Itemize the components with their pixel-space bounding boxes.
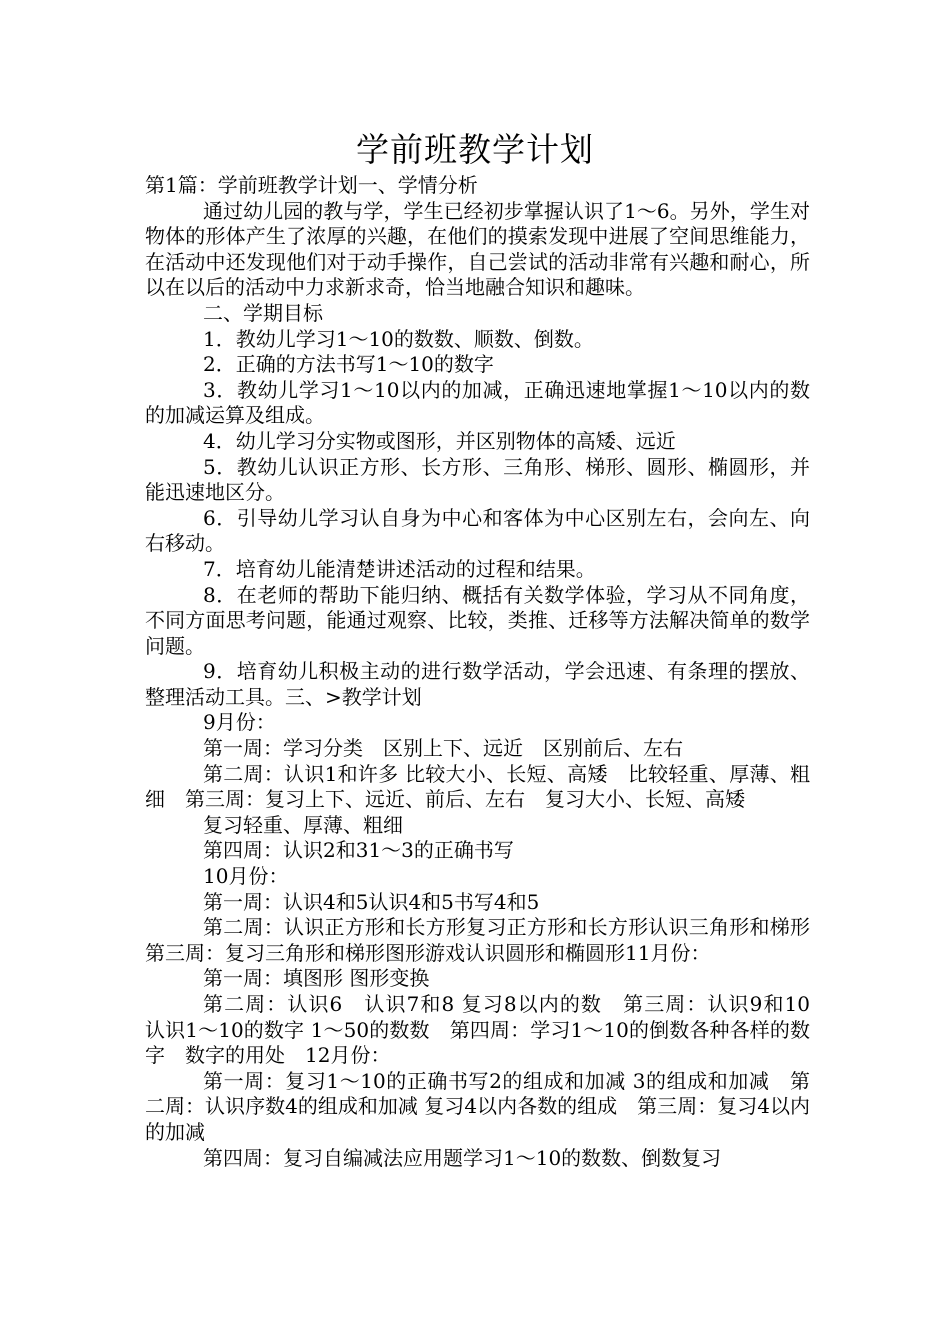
paragraph: 9月份：: [203, 710, 276, 735]
paragraph: 7．培育幼儿能清楚讲述活动的过程和结果。: [203, 556, 596, 581]
paragraph: 第一周：填图形 图形变换: [203, 966, 430, 991]
paragraph: 通过幼儿园的教与学，学生已经初步掌握认识了1～6。另外，学生对物体的形体产生了浓厚的兴趣，在他们的摸索发现中进展了空间思维能力，在活动中还发现他们对于动手操作，自己尝试的活动非常有兴趣和耐心，所以在以后的活动中力求新求奇，恰当地融合知识和趣味。: [145, 198, 810, 300]
paragraph: 第一周：学习分类 区别上下、远近 区别前后、左右: [203, 736, 683, 761]
paragraph: 8．在老师的帮助下能归纳、概括有关数学体验，学习从不同角度，不同方面思考问题，能通过观察、比较，类推、迁移等方法解决简单的数学问题。: [145, 582, 810, 658]
paragraph: 9．培育幼儿积极主动的进行数学活动，学会迅速、有条理的摆放、整理活动工具。三、>教学计划: [145, 659, 810, 709]
paragraph: 5．教幼儿认识正方形、长方形、三角形、梯形、圆形、椭圆形，并能迅速地区分。: [145, 454, 810, 505]
paragraph: 第1篇：学前班教学计划一、学情分析: [145, 173, 478, 197]
paragraph: 10月份：: [203, 864, 289, 889]
paragraph: 第一周：复习1～10的正确书写2的组成和加减 3的组成和加减 第二周：认识序数4的组成和加减 复习4以内各数的组成 第三周：复习4以内的加减: [145, 1068, 810, 1144]
paragraph: 3．教幼儿学习1～10以内的加减，正确迅速地掌握1～10以内的数的加减运算及组成。: [145, 377, 810, 428]
paragraph: 第四周：认识2和31～3的正确书写: [203, 838, 514, 863]
paragraph: 6．引导幼儿学习认自身为中心和客体为中心区别左右，会向左、向右移动。: [145, 505, 810, 556]
paragraph: 第二周：认识正方形和长方形复习正方形和长方形认识三角形和梯形 第三周：复习三角形和梯形图形游戏认识圆形和椭圆形11月份：: [145, 915, 830, 965]
document-title: 学前班教学计划: [356, 130, 594, 169]
paragraph: 4．幼儿学习分实物或图形，并区别物体的高矮、远近: [203, 428, 676, 453]
document-body: [145, 173, 830, 1171]
paragraph: 复习轻重、厚薄、粗细: [203, 812, 403, 837]
paragraph: 第二周：认识1和许多 比较大小、长短、高矮 比较轻重、厚薄、粗细 第三周：复习上下、远近、前后、左右 复习大小、长短、高矮: [145, 761, 810, 812]
paragraph: 1．教幼儿学习1～10的数数、顺数、倒数。: [203, 326, 594, 351]
paragraph: 第一周：认识4和5认识4和5书写4和5: [203, 889, 540, 914]
paragraph: 第二周：认识6 认识7和8 复习8以内的数 第三周：认识9和10 认识1～10的数字 1～50的数数 第四周：学习1～10的倒数各种各样的数字 数字的用处 12月份：: [145, 992, 830, 1068]
paragraph: 二、学期目标: [203, 300, 323, 325]
paragraph: 第四周：复习自编减法应用题学习1～10的数数、倒数复习: [203, 1145, 722, 1170]
paragraph: 2．正确的方法书写1～10的数字: [203, 352, 494, 377]
